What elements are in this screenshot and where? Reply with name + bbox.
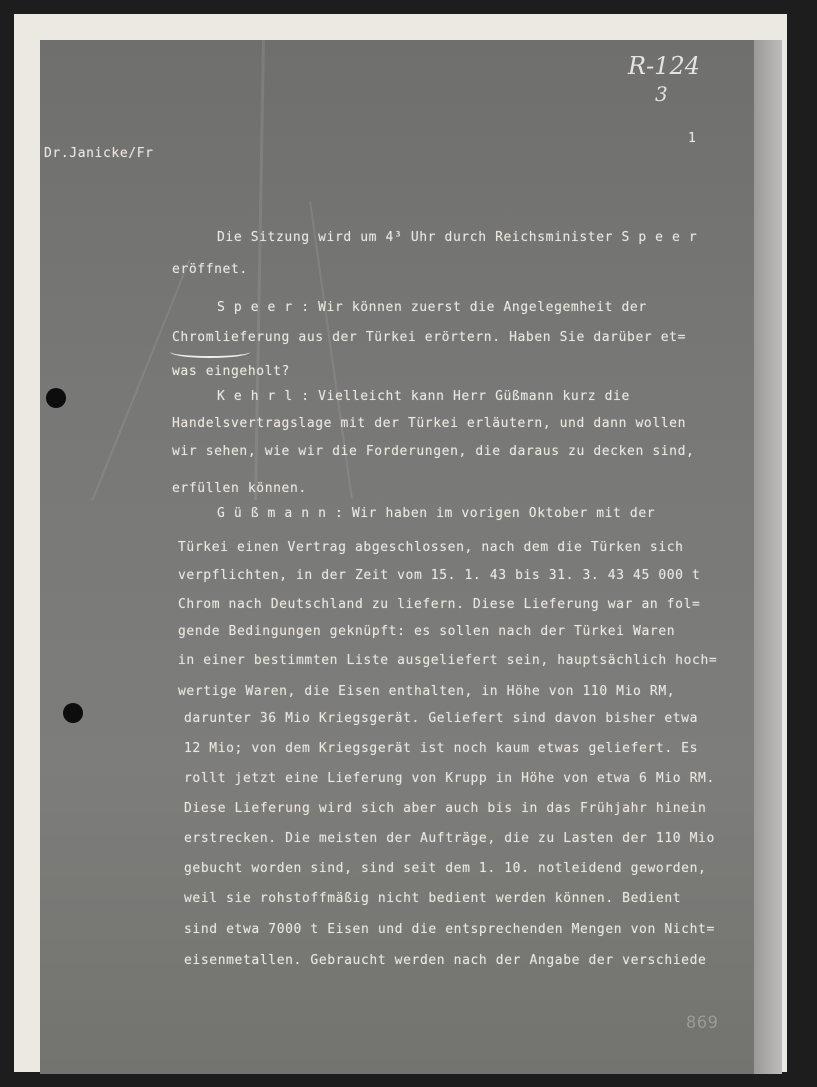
punch-hole [63,703,83,723]
body-line: wertige Waren, die Eisen enthalten, in Höhe von 110 Mio RM, [178,684,676,699]
body-line: was eingeholt? [172,364,290,379]
pencil-underline [170,346,250,358]
body-line: S p e e r : Wir können zuerst die Angelegemheit der [217,300,647,315]
body-line: eisenmetallen. Gebraucht werden nach der Angabe der verschiede [184,953,707,968]
photostat-page [40,40,754,1074]
handwritten-sub-number: 3 [655,82,668,106]
page-number: 1 [688,131,697,146]
body-line: Die Sitzung wird um 4³ Uhr durch Reichsminister S p e e r [217,230,698,245]
author-reference: Dr.Janicke/Fr [44,146,154,161]
body-line: darunter 36 Mio Kriegsgerät. Geliefert sind davon bisher etwa [184,711,699,726]
handwritten-doc-number: R-124 [628,52,700,80]
body-line: gebucht worden sind, sind seit dem 1. 10. notleidend geworden, [184,861,707,876]
body-line: rollt jetzt eine Lieferung von Krupp in Höhe von etwa 6 Mio RM. [184,771,715,786]
body-line: G ü ß m a n n : Wir haben im vorigen Oktober mit der [217,506,656,521]
body-line: 12 Mio; von dem Kriegsgerät ist noch kaum etwas geliefert. Es [184,741,699,756]
body-line: erfüllen können. [172,481,307,496]
archive-page-number: 869 [686,1013,719,1033]
punch-hole [46,388,66,408]
body-line: wir sehen, wie wir die Forderungen, die daraus zu decken sind, [172,444,695,459]
body-line: Diese Lieferung wird sich aber auch bis in das Frühjahr hinein [184,801,707,816]
body-line: gende Bedingungen geknüpft: es sollen nach der Türkei Waren [178,624,676,639]
body-line: K e h r l : Vielleicht kann Herr Güßmann kurz die [217,389,630,404]
body-line: verpflichten, in der Zeit vom 15. 1. 43 bis 31. 3. 43 45 000 t [178,568,701,583]
body-line: Handelsvertragslage mit der Türkei erläutern, und dann wollen [172,416,687,431]
body-line: in einer bestimmten Liste ausgeliefert sein, hauptsächlich hoch= [178,653,718,668]
body-line: weil sie rohstoffmäßig nicht bedient werden können. Bedient [184,891,682,906]
body-line: Chrom nach Deutschland zu liefern. Diese Lieferung war an fol= [178,597,701,612]
body-line: sind etwa 7000 t Eisen und die entsprechenden Mengen von Nicht= [184,922,715,937]
body-line: Türkei einen Vertrag abgeschlossen, nach dem die Türken sich [178,540,684,555]
body-line: Chromlieferung aus der Türkei erörtern. Haben Sie darüber et= [172,330,687,345]
body-line: erstrecken. Die meisten der Aufträge, die zu Lasten der 110 Mio [184,831,715,846]
body-line: eröffnet. [172,262,248,277]
